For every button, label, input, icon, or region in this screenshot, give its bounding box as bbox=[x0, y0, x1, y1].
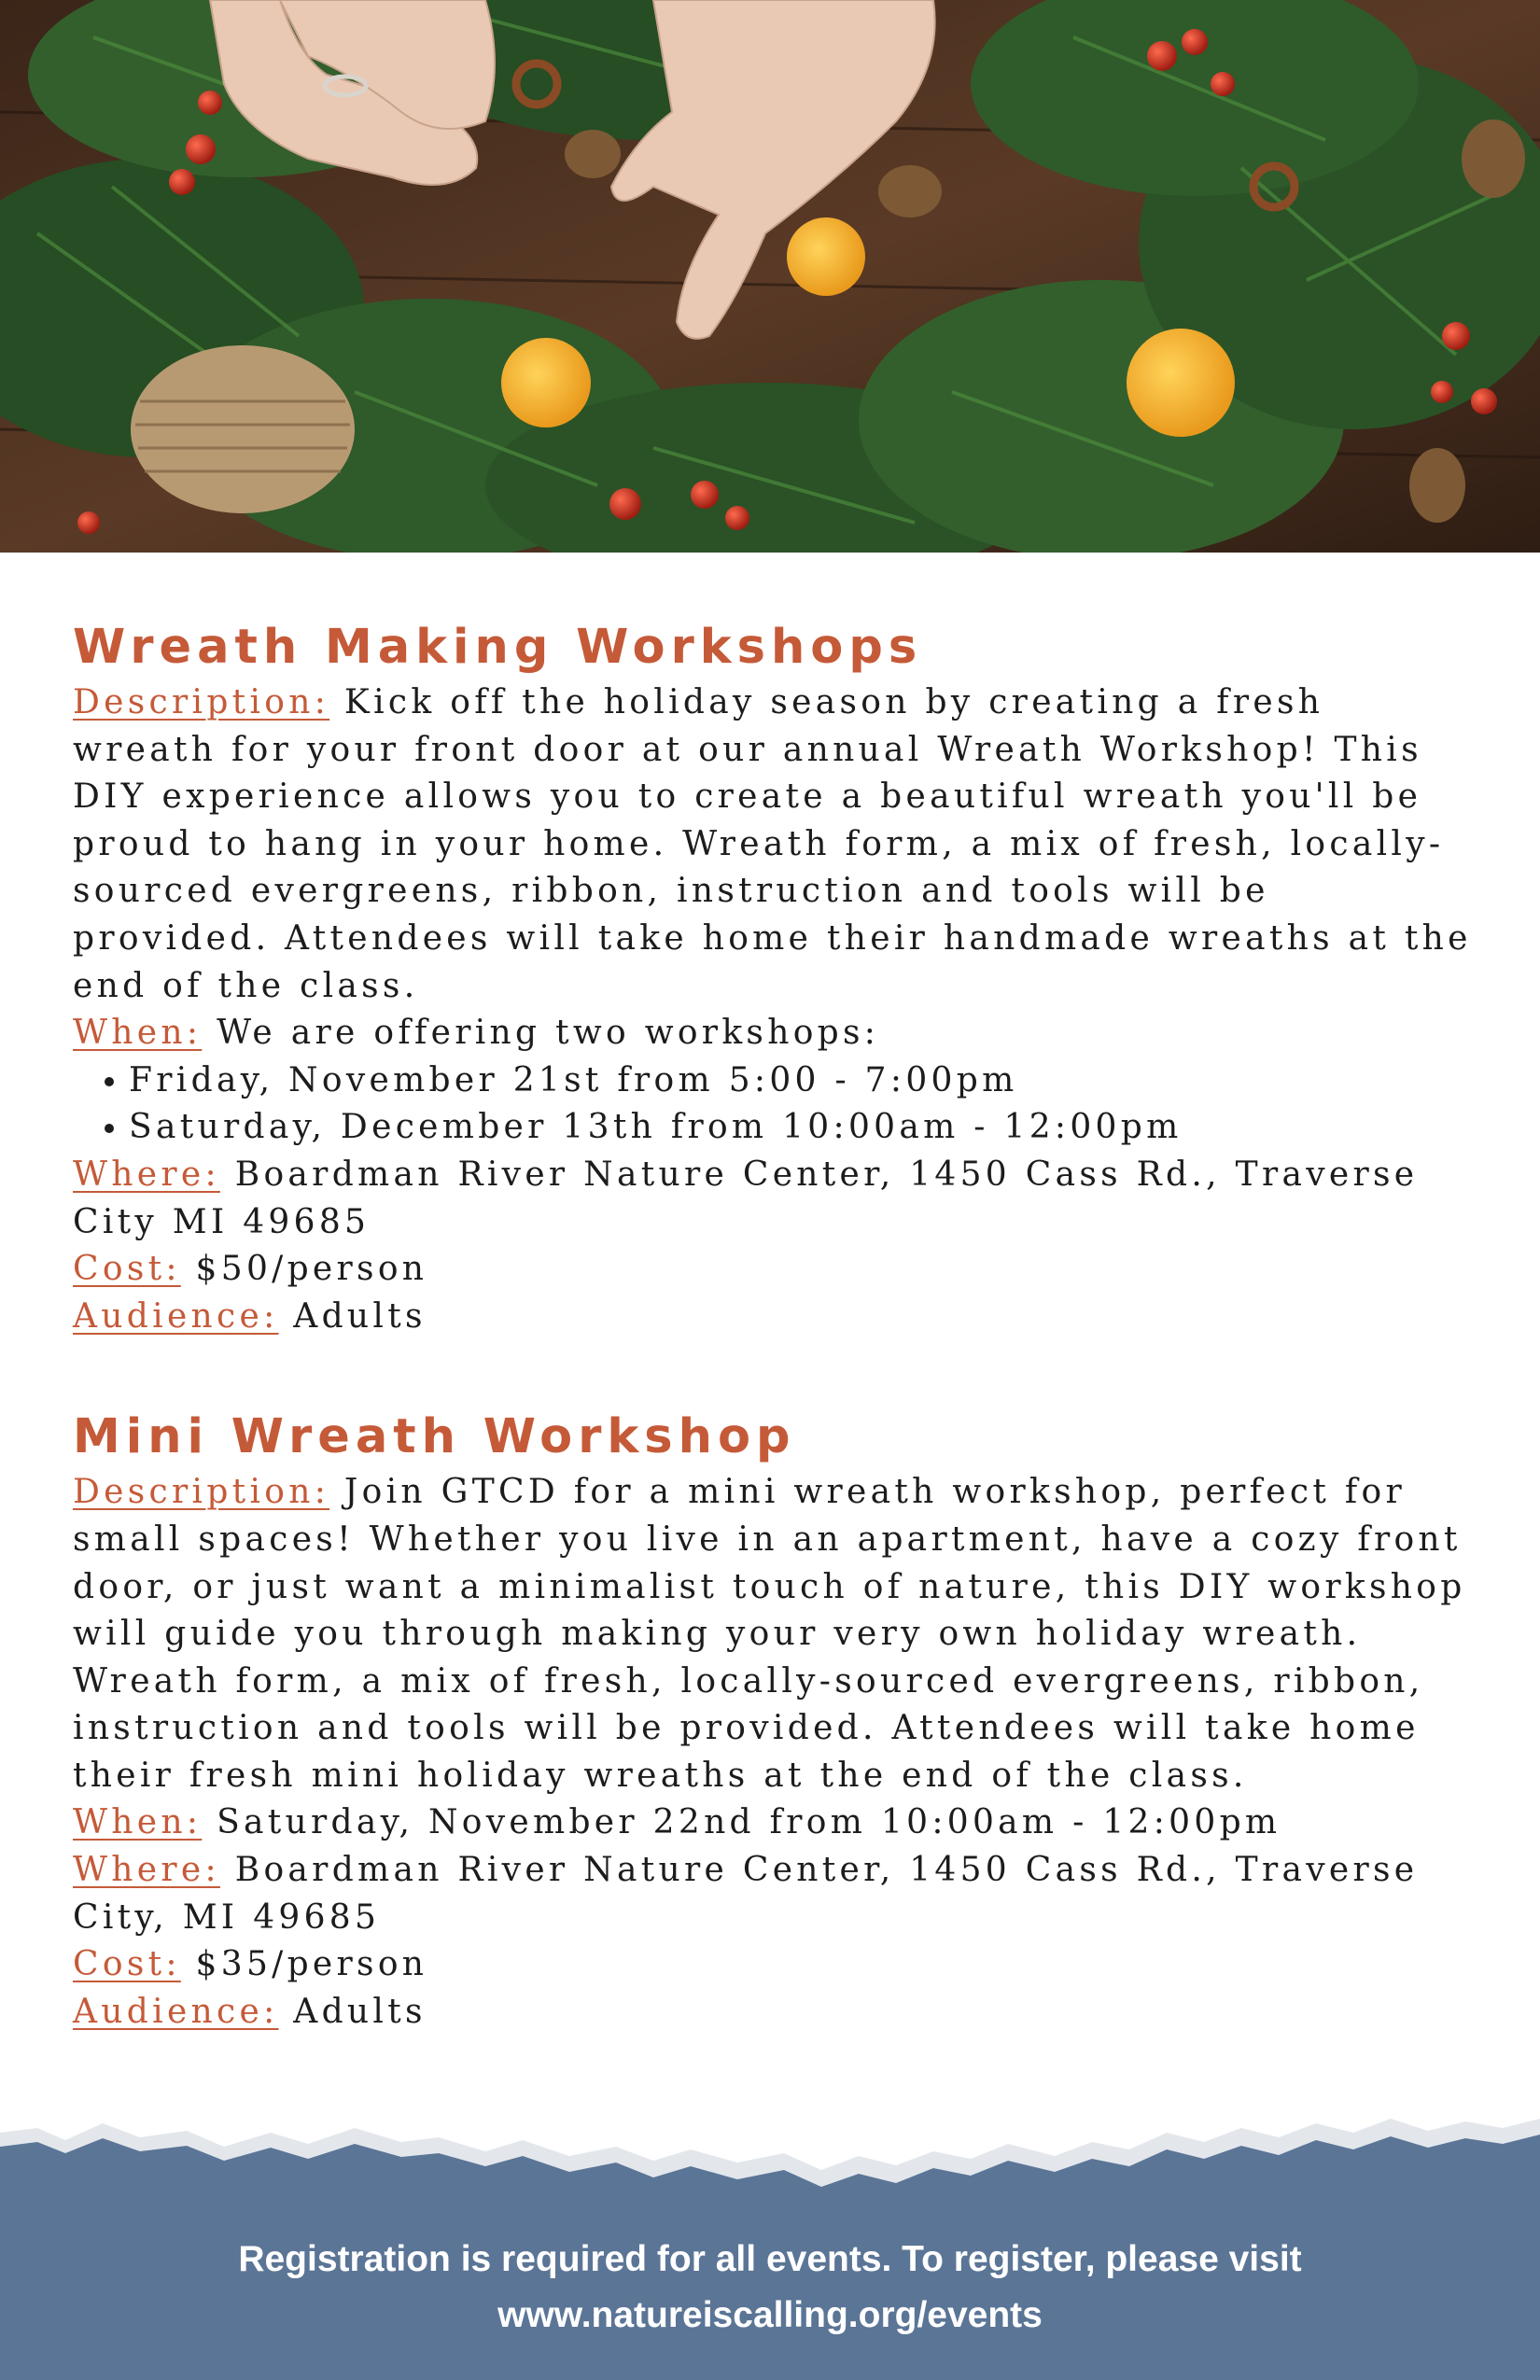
description-text: Kick off the holiday season by creating a fresh wreath for your front door at our annual Wreath Workshop! This DIY experience allows you to create a beautiful wreath you'll be proud to hang in your home. Wreath form, a mix of fresh, locally-sourced evergreens, ribbon, instruction and tools will be provided. Attendees will take home their handmade wreaths at the end of the class. bbox=[73, 683, 1472, 1005]
description-label: Description: bbox=[73, 683, 330, 721]
where-text: Boardman River Nature Center, 1450 Cass Rd., Traverse City MI 49685 bbox=[73, 1155, 1419, 1241]
registration-text: Registration is required for all events. To register, please visit bbox=[238, 2239, 1302, 2279]
when-text: We are offering two workshops: bbox=[217, 1014, 880, 1053]
wreath-photo-illustration bbox=[0, 0, 1540, 553]
when bbox=[73, 1799, 1473, 1847]
where bbox=[73, 1847, 1473, 1941]
where bbox=[73, 1152, 1473, 1246]
where-label: Where: bbox=[73, 1155, 220, 1194]
workshop-section-wreath-making bbox=[73, 616, 1473, 1340]
when bbox=[73, 1010, 1473, 1057]
description-text: Join GTCD for a mini wreath workshop, perfect for small spaces! Whether you live in an apartment, have a cozy front door, or just want a minimalist touch of nature, this DIY workshop will guide you through making your very own holiday wreath. Wreath form, a mix of fresh, locally-sourced evergreens, ribbon, instruction and tools will be provided. Attendees will take home their fresh mini holiday wreaths at the end of the class. bbox=[73, 1473, 1466, 1795]
when-label: When: bbox=[73, 1014, 203, 1053]
where-label: Where: bbox=[73, 1851, 220, 1890]
cost-label: Cost: bbox=[73, 1945, 181, 1984]
cost bbox=[73, 1246, 1473, 1294]
audience bbox=[73, 1989, 1473, 2037]
section-title: Mini Wreath Workshop bbox=[73, 1409, 796, 1465]
cost-text: $35/person bbox=[195, 1945, 428, 1984]
audience-label: Audience: bbox=[73, 1992, 279, 2031]
where-text: Boardman River Nature Center, 1450 Cass Rd., Traverse City, MI 49685 bbox=[73, 1851, 1419, 1937]
section-spacer bbox=[73, 1340, 1473, 1406]
audience-text: Adults bbox=[293, 1296, 427, 1336]
description-label: Description: bbox=[73, 1473, 330, 1512]
registration-note bbox=[0, 2232, 1540, 2344]
when-list bbox=[73, 1057, 1473, 1152]
cost-text: $50/person bbox=[195, 1250, 428, 1289]
workshop-section-mini-wreath bbox=[73, 1406, 1473, 2036]
registration-url[interactable]: www.natureiscalling.org/events bbox=[497, 2295, 1043, 2335]
workshop-listing bbox=[73, 616, 1473, 2036]
when-label: When: bbox=[73, 1803, 203, 1842]
section-title: Wreath Making Workshops bbox=[73, 620, 923, 675]
registration-footer bbox=[0, 2105, 1540, 2380]
audience-text: Adults bbox=[293, 1992, 427, 2031]
audience bbox=[73, 1294, 1473, 1341]
description bbox=[73, 1469, 1473, 1799]
cost bbox=[73, 1941, 1473, 1989]
hero-image bbox=[0, 0, 1540, 553]
description bbox=[73, 679, 1473, 1010]
list-item: Saturday, December 13th from 10:00am - 12:00pm bbox=[105, 1104, 1473, 1152]
list-item: Friday, November 21st from 5:00 - 7:00pm bbox=[105, 1057, 1473, 1105]
audience-label: Audience: bbox=[73, 1296, 279, 1336]
cost-label: Cost: bbox=[73, 1250, 181, 1289]
when-text: Saturday, November 22nd from 10:00am - 12:00pm bbox=[217, 1803, 1281, 1842]
